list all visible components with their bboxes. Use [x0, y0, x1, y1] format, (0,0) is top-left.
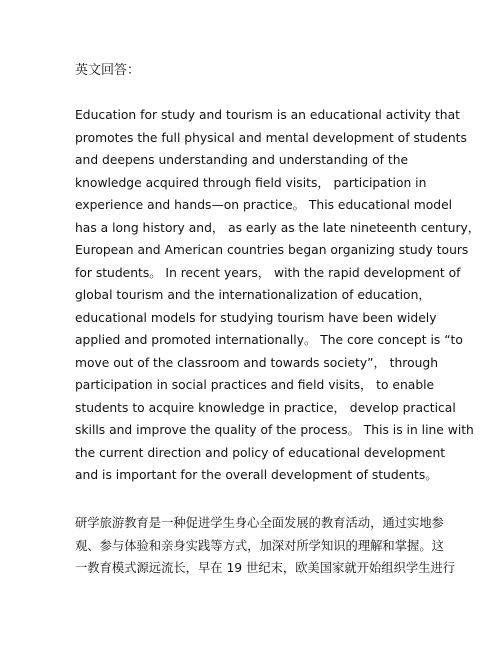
- english-line: for students。 In recent years， with the rapid development of: [75, 265, 461, 280]
- english-line: and deepens understanding and understanding of the: [75, 153, 409, 167]
- english-line: experience and hands—on practice。 This educational model: [75, 198, 453, 212]
- english-line: promotes the full physical and mental development of students: [75, 130, 467, 145]
- chinese-line: 一教育模式源远流长，早在 19 世纪末，欧美国家就开始组织学生进行: [75, 561, 456, 575]
- english-line: knowledge acquired through field visits， participation in: [75, 175, 427, 190]
- section-heading: 英文回答：: [75, 63, 141, 78]
- chinese-line: 研学旅游教育是一种促进学生身心全面发展的教育活动，通过实地参: [75, 516, 444, 530]
- english-line: educational models for studying tourism have been widely: [75, 310, 437, 325]
- english-line: the current direction and policy of educational development: [75, 445, 446, 460]
- english-line: has a long history and， as early as the late nineteenth century，: [75, 220, 481, 235]
- english-line: applied and promoted internationally。 The core concept is “to: [75, 333, 463, 347]
- english-line: students to acquire knowledge in practice， develop practical: [75, 400, 456, 415]
- english-paragraph: [75, 104, 481, 487]
- english-line: participation in social practices and field visits， to enable: [75, 378, 435, 392]
- english-line: and is important for the overall development of students。: [75, 468, 438, 482]
- english-line: European and American countries began organizing study tours: [75, 243, 469, 257]
- english-line: global tourism and the internationalization of education，: [75, 288, 431, 302]
- english-line: skills and improve the quality of the process。 This is in line with: [75, 423, 474, 437]
- chinese-paragraph: [75, 512, 455, 580]
- english-line: move out of the classroom and towards society”， through: [75, 355, 439, 370]
- english-line: Education for study and tourism is an educational activity that: [75, 108, 460, 122]
- chinese-line: 观、参与体验和亲身实践等方式，加深对所学知识的理解和掌握。这: [75, 538, 444, 553]
